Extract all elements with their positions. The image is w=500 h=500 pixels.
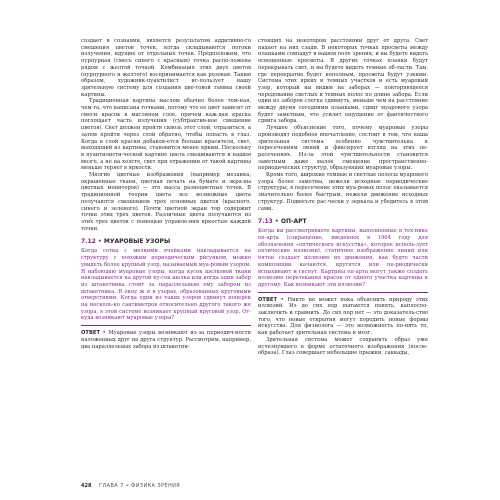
right-column [258,38,428,357]
paragraph: Многие цветные изображения (например мозаика, окрашенные ткани, цветная печать на бумаге и экра-ны цветных мониторов) — это масса разноцветных точек. В традиционной теории цвета все возможные цвета получаются смешением трех основных цветов (красного, синего и зеленого). Почти цветной экран тор содержит точки этих трех цветов. Различные цвета получаются из этих трех цветов с помощью управле-ния яркостью каждой точки. [81,172,251,232]
answer-label: ОТВЕТ [81,330,100,337]
section-title: ОП-АРТ [280,218,307,226]
left-column [81,38,251,350]
paragraph: стоящих на некотором расстоянии друг от друга. Свет падает на них сзади. В некоторых точках просветы между планками совпадут в вашем поле зрения, и вы будете видеть освещенные просветы. В других точках планки будут перекрывать свет, и вы будете видеть темные об-ласти. Там, где перекрытие будет неполным, просветы будут узкими. Система этих ярких и темных участков и есть муаровый узор, который вы видим на заборах — повторяющееся чередование светлых и темных полос по длине забора. Если один из заборов слегка сдвинуть, меньше чем на расстояние между двумя соседними планками, сдвиг муарового узора будет заметным, что усилит ощущение от фантичествого сдвига забора. [258,38,428,125]
answer-paragraph [81,330,251,350]
paragraph: Традиционная картина маслом обычно более тем-ная, чем та, что написана точками, потому что ее цвет зависит от смеси красок в масляном слое, причем каж-дая краска поглощает часть излучения (субтрактив-ное смешение цветов). Свет должен пройти сквозь этот слой, отразиться, а затем пройти через слой обратно, чтобы попасть в глаз. Когда в слой краски добавля-ется больше красителя, свет, выходящий из картины, становится менее ярким. Поскольку в пуантилисти-ческой картине цвета смешиваются в нашем мозге, а не на холсте, свет при отражении от такой картины меньше теряет в яркости. [81,98,251,172]
divider [258,292,428,293]
section-heading [258,218,428,225]
section-title: МУАРОВЫЕ УЗОРЫ [103,238,171,246]
section-number: 7.12 [81,238,96,246]
running-footer-chapter: ГЛАВА 7 • ФИЗИКА ЗРЕНИЯ [99,483,181,489]
answer-paragraph [258,297,428,337]
divider [81,325,251,326]
paragraph: Кроме того, широкие темные и светлые полосы муарового узора более заметны, нежели исходные периодические структуры, в пересечение этих муа-ровых полос оказывается значительно более быстрым, нежели движение исходных структур. Подвесьте рас-чески у зеркала и убедитесь в этом сами. [258,172,428,212]
paragraph: создает в сознании, является результатом аддитивно-го смешения цветов точек, когда складываются потоки излучения, идущие от отдельных точек. Предположим, что пурпурная (смесь синего с красным) точка распо-ложена рядом с желтой точкой. Комбинация этих двух цветов (пурпурного и желтого) воспринимается как розовая. Таким образом, художник-пуантилист ис-пользует нашу зрительную систему для создания цве-товой гаммы своей картины. [81,38,251,98]
question-text: Когда сетка с мелкими ячейками накладывается на структуру с похожим периодическим рисунком, можно увидеть более крупный узор, называемый муа-ровым узором. Я наблюдаю муаровые узоры, когда кусок шелковой ткани накладывается на другой ку-сок шелка или когда один забор из штакетника стоит за параллельным ему забором из штакетника. В окну ж я в узорах, образованных круговыми отверстиями. Когда один из таких узоров сдвинут поперек на несколь-ко сантиметров относительно другого такого же узора, в этой системе возникает крупный круговой узор. От-куда возникают муаровые узоры? [81,248,251,322]
section-heading [81,238,251,245]
page-footer [81,483,180,489]
bullet-icon: • [274,218,279,226]
answer-text: • Никто не может пока объяснить природу этих иллюзий. Из до сих пор пытаются понять, каплоспо-заключить и сравнить. До сих пор нет — это доказатель-ство того, что новые открытия могут породить новые формы искусства. Для физиолога — это возможность по-нять то, как работает зрительная система и мозг. [258,296,428,337]
answer-text: • Муаровые узоры возникают из-за периодич-ности наложенных друг на друга структур. Рассмотрим, например, два параллельных забора из штакетни- [81,330,251,350]
question-text: Когда вы рассматриваете картины, выполненные в тех-нике оп-арта (сокращение, введенное в 1964 году для обозначения «оптического искусства», которое исполь-зует оптические иллюзии), статичное изображение линий или пятен создает иллюзию их движения, как будто части композиции качаются, крутятся или пе-риодически вспыхивают и гаснут. Картины оп-арта могут также создать иллюзию перетекания красок от одного участка картины к другому. Как возникают эти иллюзии? [258,228,428,288]
bullet-icon: • [97,238,102,246]
section-number: 7.13 [258,218,273,226]
paragraph: Зрительная система может сохранить образ уже исчезнувшего в форме остаточного изображения (после-образа). Глаз совершает небольшие прыжки, саккады, [258,336,428,357]
answer-label: ОТВЕТ [258,296,277,303]
paragraph: Лучшее объяснение того, почему муаровые узоры производят подобное впечатление, состоит в том, что наша зрительная система особенно чувствительна к пересечениям линий и фиксирует взгляд на этих пе-ресечениях. Из-за этой чувствительности становится заметным даже малое смещение пространственно-периодических структур, образующих муаровые узоры. [258,125,428,172]
page-number: 428 [81,483,92,489]
